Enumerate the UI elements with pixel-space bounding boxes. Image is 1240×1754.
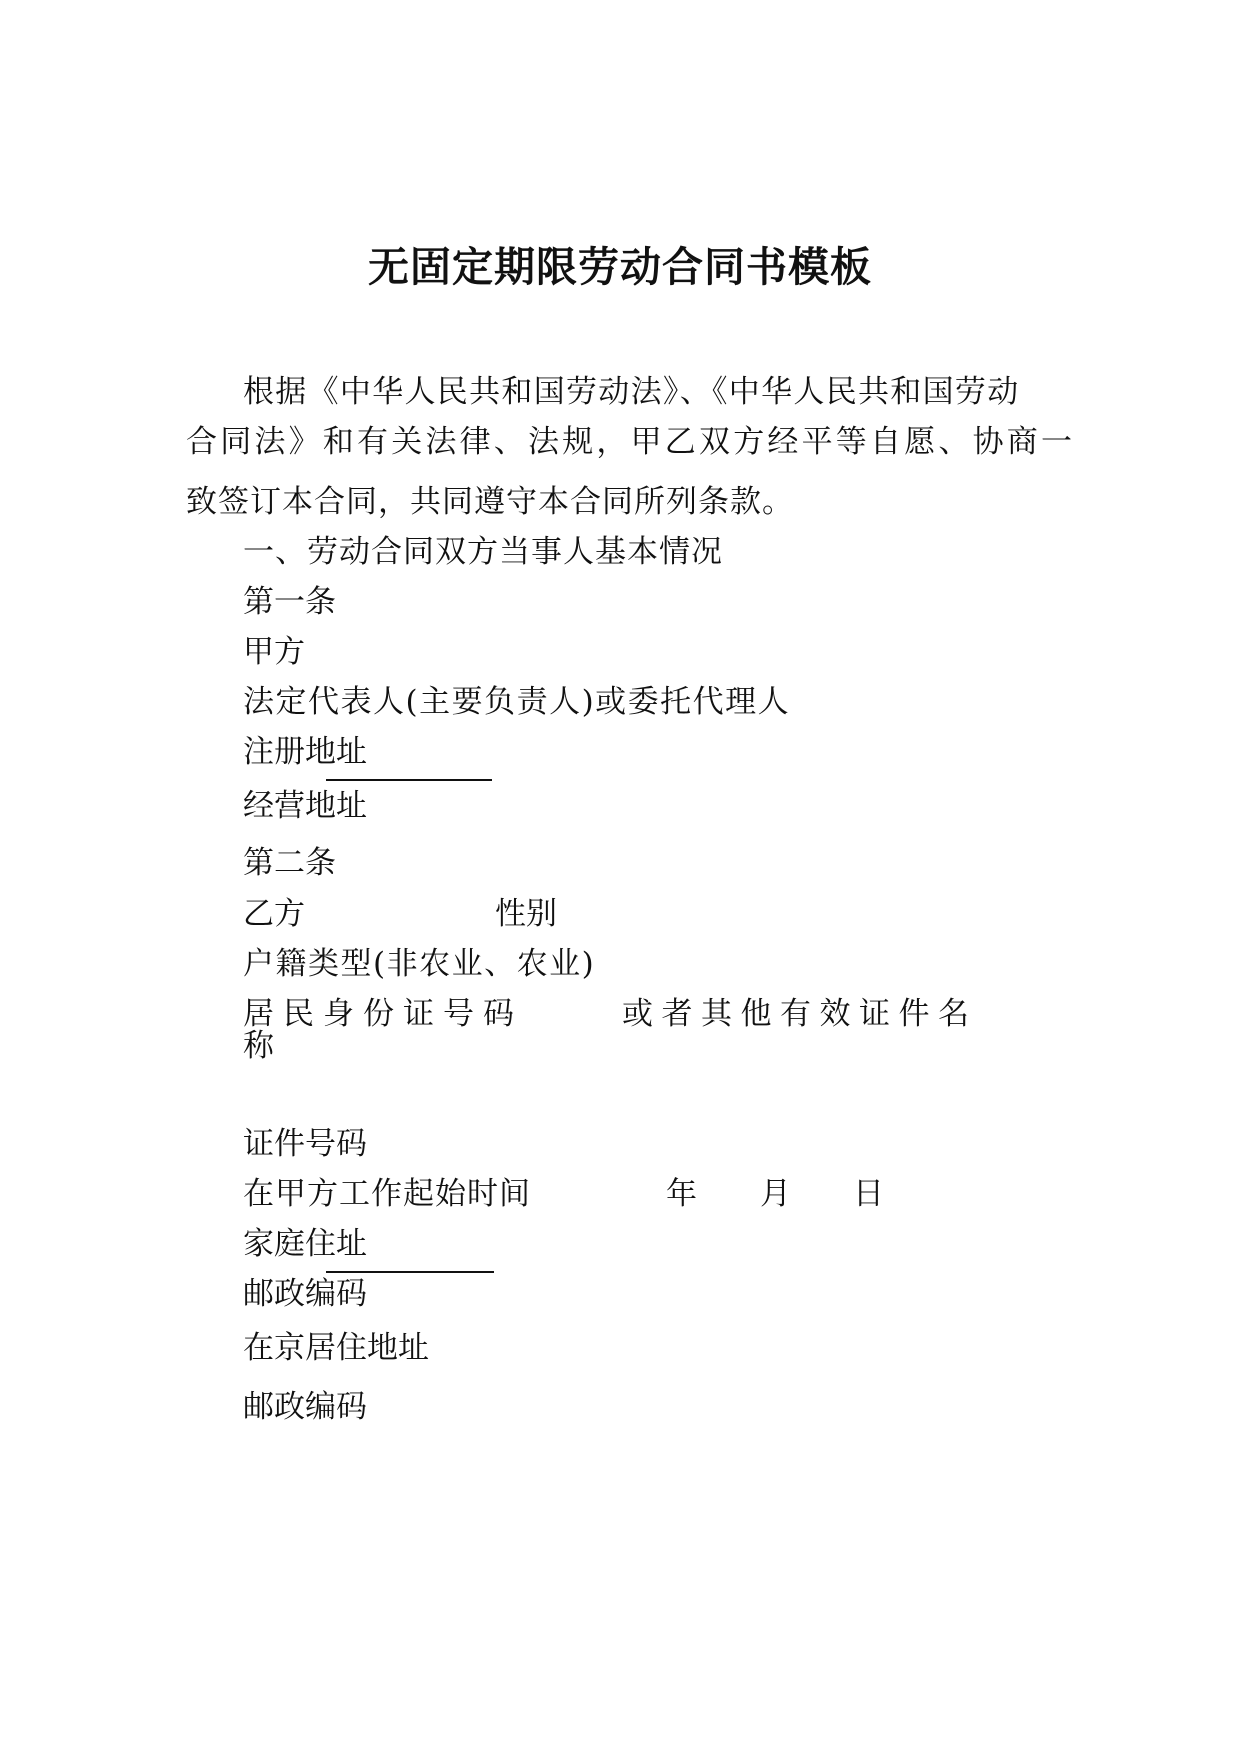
year-label: 年: [666, 1176, 697, 1212]
registered-address-underline: [326, 779, 492, 781]
legal-rep-label: 法定代表人(主要负责人)或委托代理人: [243, 684, 791, 720]
other-id-label-continued: 称: [243, 1028, 274, 1064]
id-number-label: 居民身份证号码: [243, 996, 523, 1032]
cert-number-label: 证件号码: [243, 1126, 367, 1162]
section-heading: 一、劳动合同双方当事人基本情况: [243, 534, 723, 570]
intro-line-3: 致签订本合同，共同遵守本合同所列条款。: [186, 484, 794, 520]
intro-line-1: 根据《中华人民共和国劳动法》、《中华人民共和国劳动: [243, 374, 1020, 410]
party-a-label: 甲方: [243, 634, 305, 670]
start-time-label: 在甲方工作起始时间: [243, 1176, 531, 1212]
household-type-label: 户籍类型(非农业、农业): [243, 946, 596, 982]
party-b-label: 乙方: [243, 896, 305, 932]
business-address-label: 经营地址: [243, 788, 367, 824]
day-label: 日: [853, 1176, 884, 1212]
document-title: 无固定期限劳动合同书模板: [368, 243, 872, 291]
article-1-label: 第一条: [243, 584, 336, 620]
postal-code-label-2: 邮政编码: [243, 1389, 367, 1425]
home-address-underline: [326, 1271, 494, 1273]
postal-code-label-1: 邮政编码: [243, 1276, 367, 1312]
intro-line-2: 合同法》和有关法律、法规，甲乙双方经平等自愿、协商一: [186, 424, 1076, 460]
gender-label: 性别: [495, 896, 557, 932]
home-address-label: 家庭住址: [243, 1226, 367, 1262]
registered-address-label: 注册地址: [243, 734, 367, 770]
beijing-address-label: 在京居住地址: [243, 1330, 429, 1366]
article-2-label: 第二条: [243, 845, 336, 881]
month-label: 月: [760, 1176, 791, 1212]
other-id-label: 或者其他有效证件名: [622, 996, 978, 1032]
